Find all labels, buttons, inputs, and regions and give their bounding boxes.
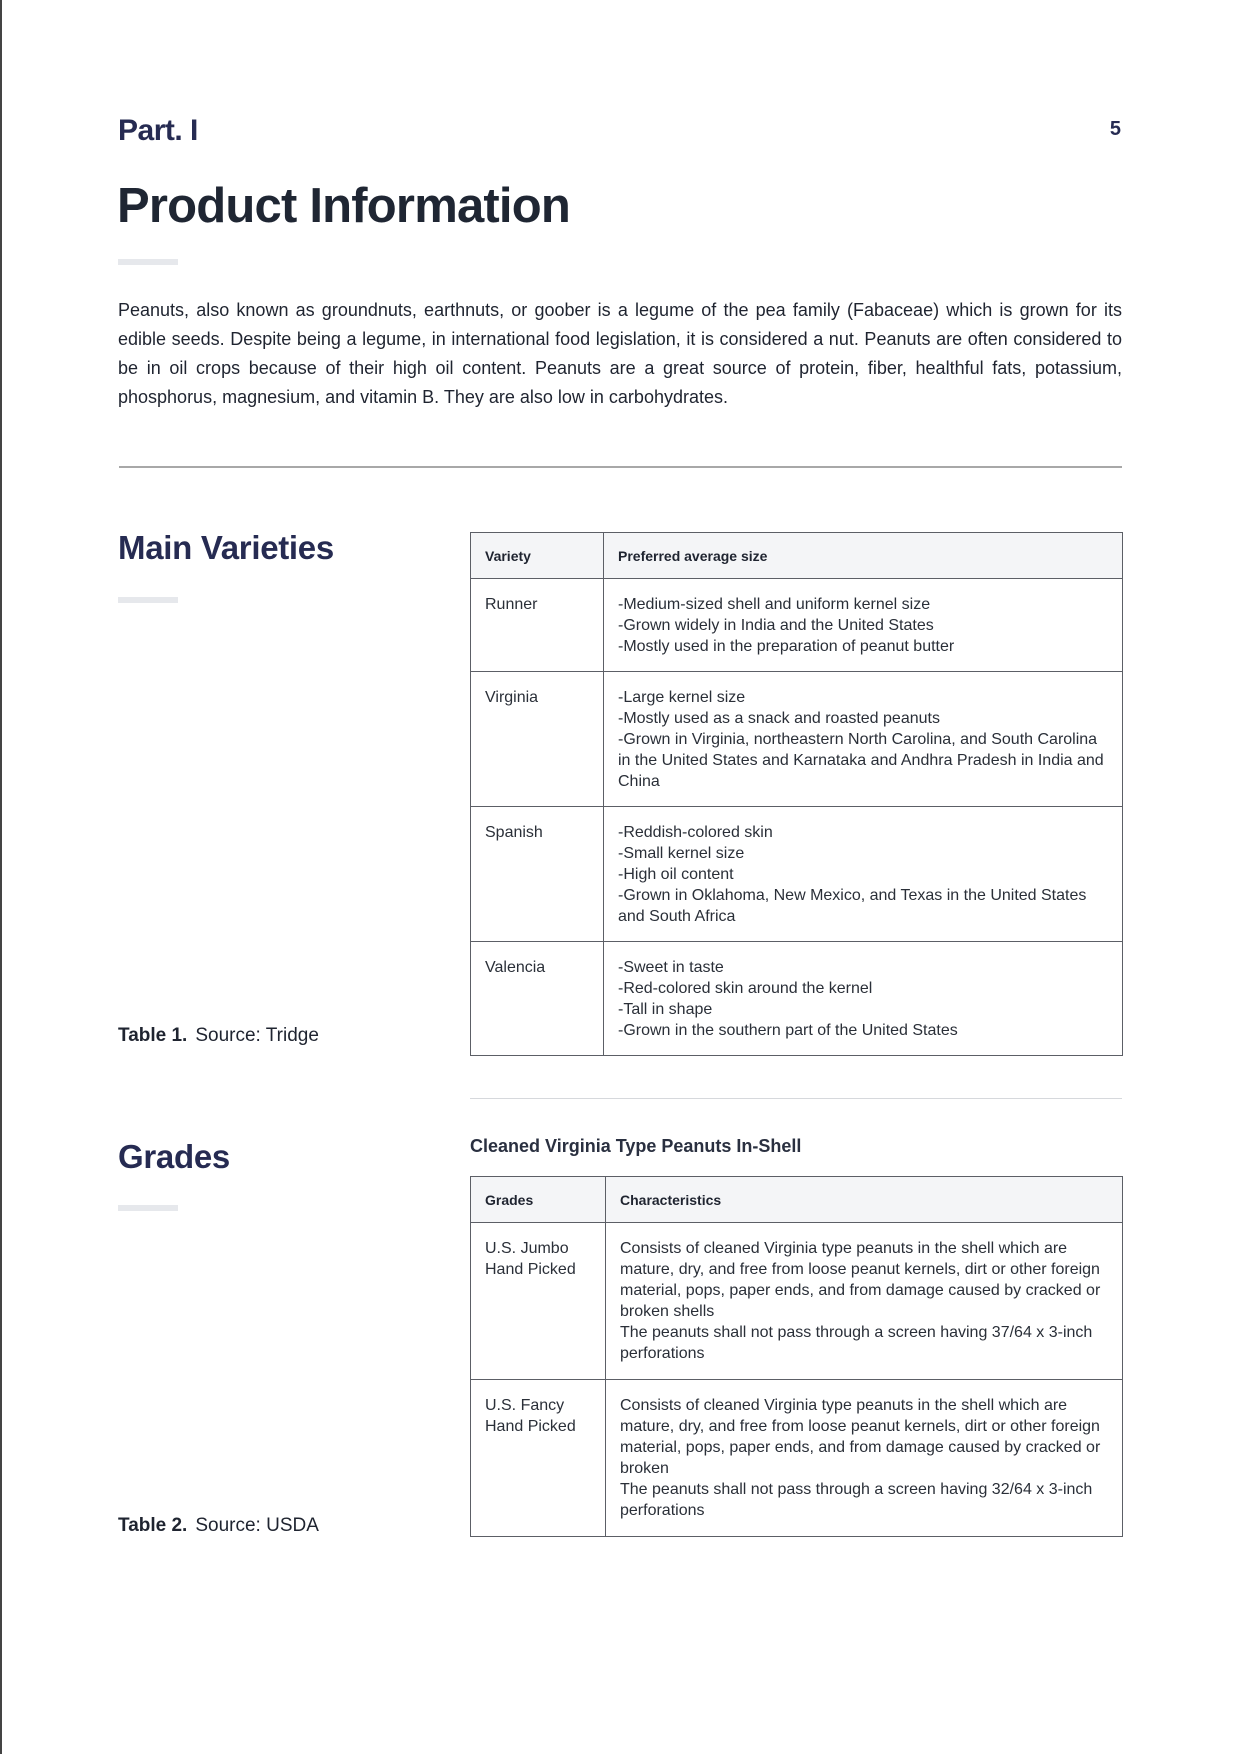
- intro-paragraph: Peanuts, also known as groundnuts, earthnuts, or goober is a legume of the pea family (Fabaceae) which is grown for its edible seeds. Despite being a legume, in international food legislation, it is considered a nut. Peanuts are often considered to be in oil crops because of their high oil content. Peanuts are a great source of protein, fiber, healthful fats, potassium, phosphorus, magnesium, and vitamin B. They are also low in carbohydrates.: [118, 300, 1122, 407]
- table-1-caption-source: Source: Tridge: [195, 1025, 319, 1046]
- description-line: -Large kernel size: [618, 689, 746, 706]
- variety-description: [604, 807, 1123, 942]
- grade-name: U.S. Fancy Hand Picked: [471, 1380, 606, 1537]
- column-header-characteristics: Characteristics: [606, 1177, 1123, 1223]
- grades-accent-bar: [118, 1205, 178, 1211]
- description-line: -Mostly used as a snack and roasted peanuts: [618, 710, 940, 727]
- variety-description: [604, 579, 1123, 672]
- table-row: [471, 1380, 1123, 1537]
- characteristics-line: The peanuts shall not pass through a screen having 37/64 x 3-inch perforations: [620, 1324, 1093, 1362]
- table-row: [471, 807, 1123, 942]
- variety-name: Runner: [471, 579, 604, 672]
- variety-name: Virginia: [471, 672, 604, 807]
- description-line: -Grown in the southern part of the United States: [618, 1022, 958, 1039]
- grade-name: U.S. Jumbo Hand Picked: [471, 1223, 606, 1380]
- description-line: -Tall in shape: [618, 1001, 713, 1018]
- section-divider: [119, 466, 1122, 468]
- grade-characteristics: [606, 1380, 1123, 1537]
- section-title-main-varieties: Main Varieties: [118, 529, 334, 566]
- variety-description: [604, 942, 1123, 1056]
- table-2-caption: [118, 1515, 319, 1537]
- variety-name: Valencia: [471, 942, 604, 1056]
- table-header-row: [471, 1177, 1123, 1223]
- characteristics-line: Consists of cleaned Virginia type peanuts in the shell which are mature, dry, and free from loose peanut kernels, dirt or other foreign material, pops, paper ends, and from damage caused by cracked or broken: [620, 1397, 1101, 1477]
- description-line: -Mostly used in the preparation of peanut butter: [618, 638, 955, 655]
- page-left-edge: [0, 0, 2, 1754]
- description-line: -Sweet in taste: [618, 959, 724, 976]
- table-row: [471, 579, 1123, 672]
- description-line: -Grown widely in India and the United States: [618, 617, 934, 634]
- grades-table: [470, 1176, 1123, 1537]
- variety-name: Spanish: [471, 807, 604, 942]
- table-divider: [470, 1098, 1122, 1099]
- table-2-caption-number: Table 2.: [118, 1515, 188, 1536]
- table-1-caption-number: Table 1.: [118, 1025, 188, 1046]
- column-header-variety: Variety: [471, 533, 604, 579]
- description-line: -Medium-sized shell and uniform kernel size: [618, 596, 931, 613]
- page-number: 5: [1109, 118, 1121, 140]
- grade-characteristics: [606, 1223, 1123, 1380]
- description-line: -High oil content: [618, 866, 734, 883]
- title-accent-bar: [118, 259, 178, 265]
- table-header-row: [471, 533, 1123, 579]
- table-row: [471, 942, 1123, 1056]
- description-line: -Reddish-colored skin: [618, 824, 773, 841]
- varieties-table: [470, 532, 1123, 1056]
- characteristics-line: The peanuts shall not pass through a screen having 32/64 x 3-inch perforations: [620, 1481, 1093, 1519]
- table-row: [471, 672, 1123, 807]
- description-line: -Red-colored skin around the kernel: [618, 980, 873, 997]
- column-header-grades: Grades: [471, 1177, 606, 1223]
- part-label: Part. I: [118, 114, 198, 147]
- column-header-preferred-size: Preferred average size: [604, 533, 1123, 579]
- grades-table-title: Cleaned Virginia Type Peanuts In-Shell: [470, 1136, 802, 1156]
- description-line: -Small kernel size: [618, 845, 745, 862]
- section-title-grades: Grades: [118, 1138, 230, 1175]
- description-line: -Grown in Oklahoma, New Mexico, and Texas in the United States and South Africa: [618, 887, 1087, 925]
- table-row: [471, 1223, 1123, 1380]
- table-1-caption: [118, 1025, 319, 1047]
- varieties-accent-bar: [118, 597, 178, 603]
- variety-description: [604, 672, 1123, 807]
- description-line: -Grown in Virginia, northeastern North Carolina, and South Carolina in the United States and Karnataka and Andhra Pradesh in India and China: [618, 731, 1104, 790]
- table-2-caption-source: Source: USDA: [195, 1515, 319, 1536]
- page-title: Product Information: [117, 179, 571, 233]
- characteristics-line: Consists of cleaned Virginia type peanuts in the shell which are mature, dry, and free from loose peanut kernels, dirt or other foreign material, pops, paper ends, and from damage caused by cracked or broken shells: [620, 1240, 1101, 1320]
